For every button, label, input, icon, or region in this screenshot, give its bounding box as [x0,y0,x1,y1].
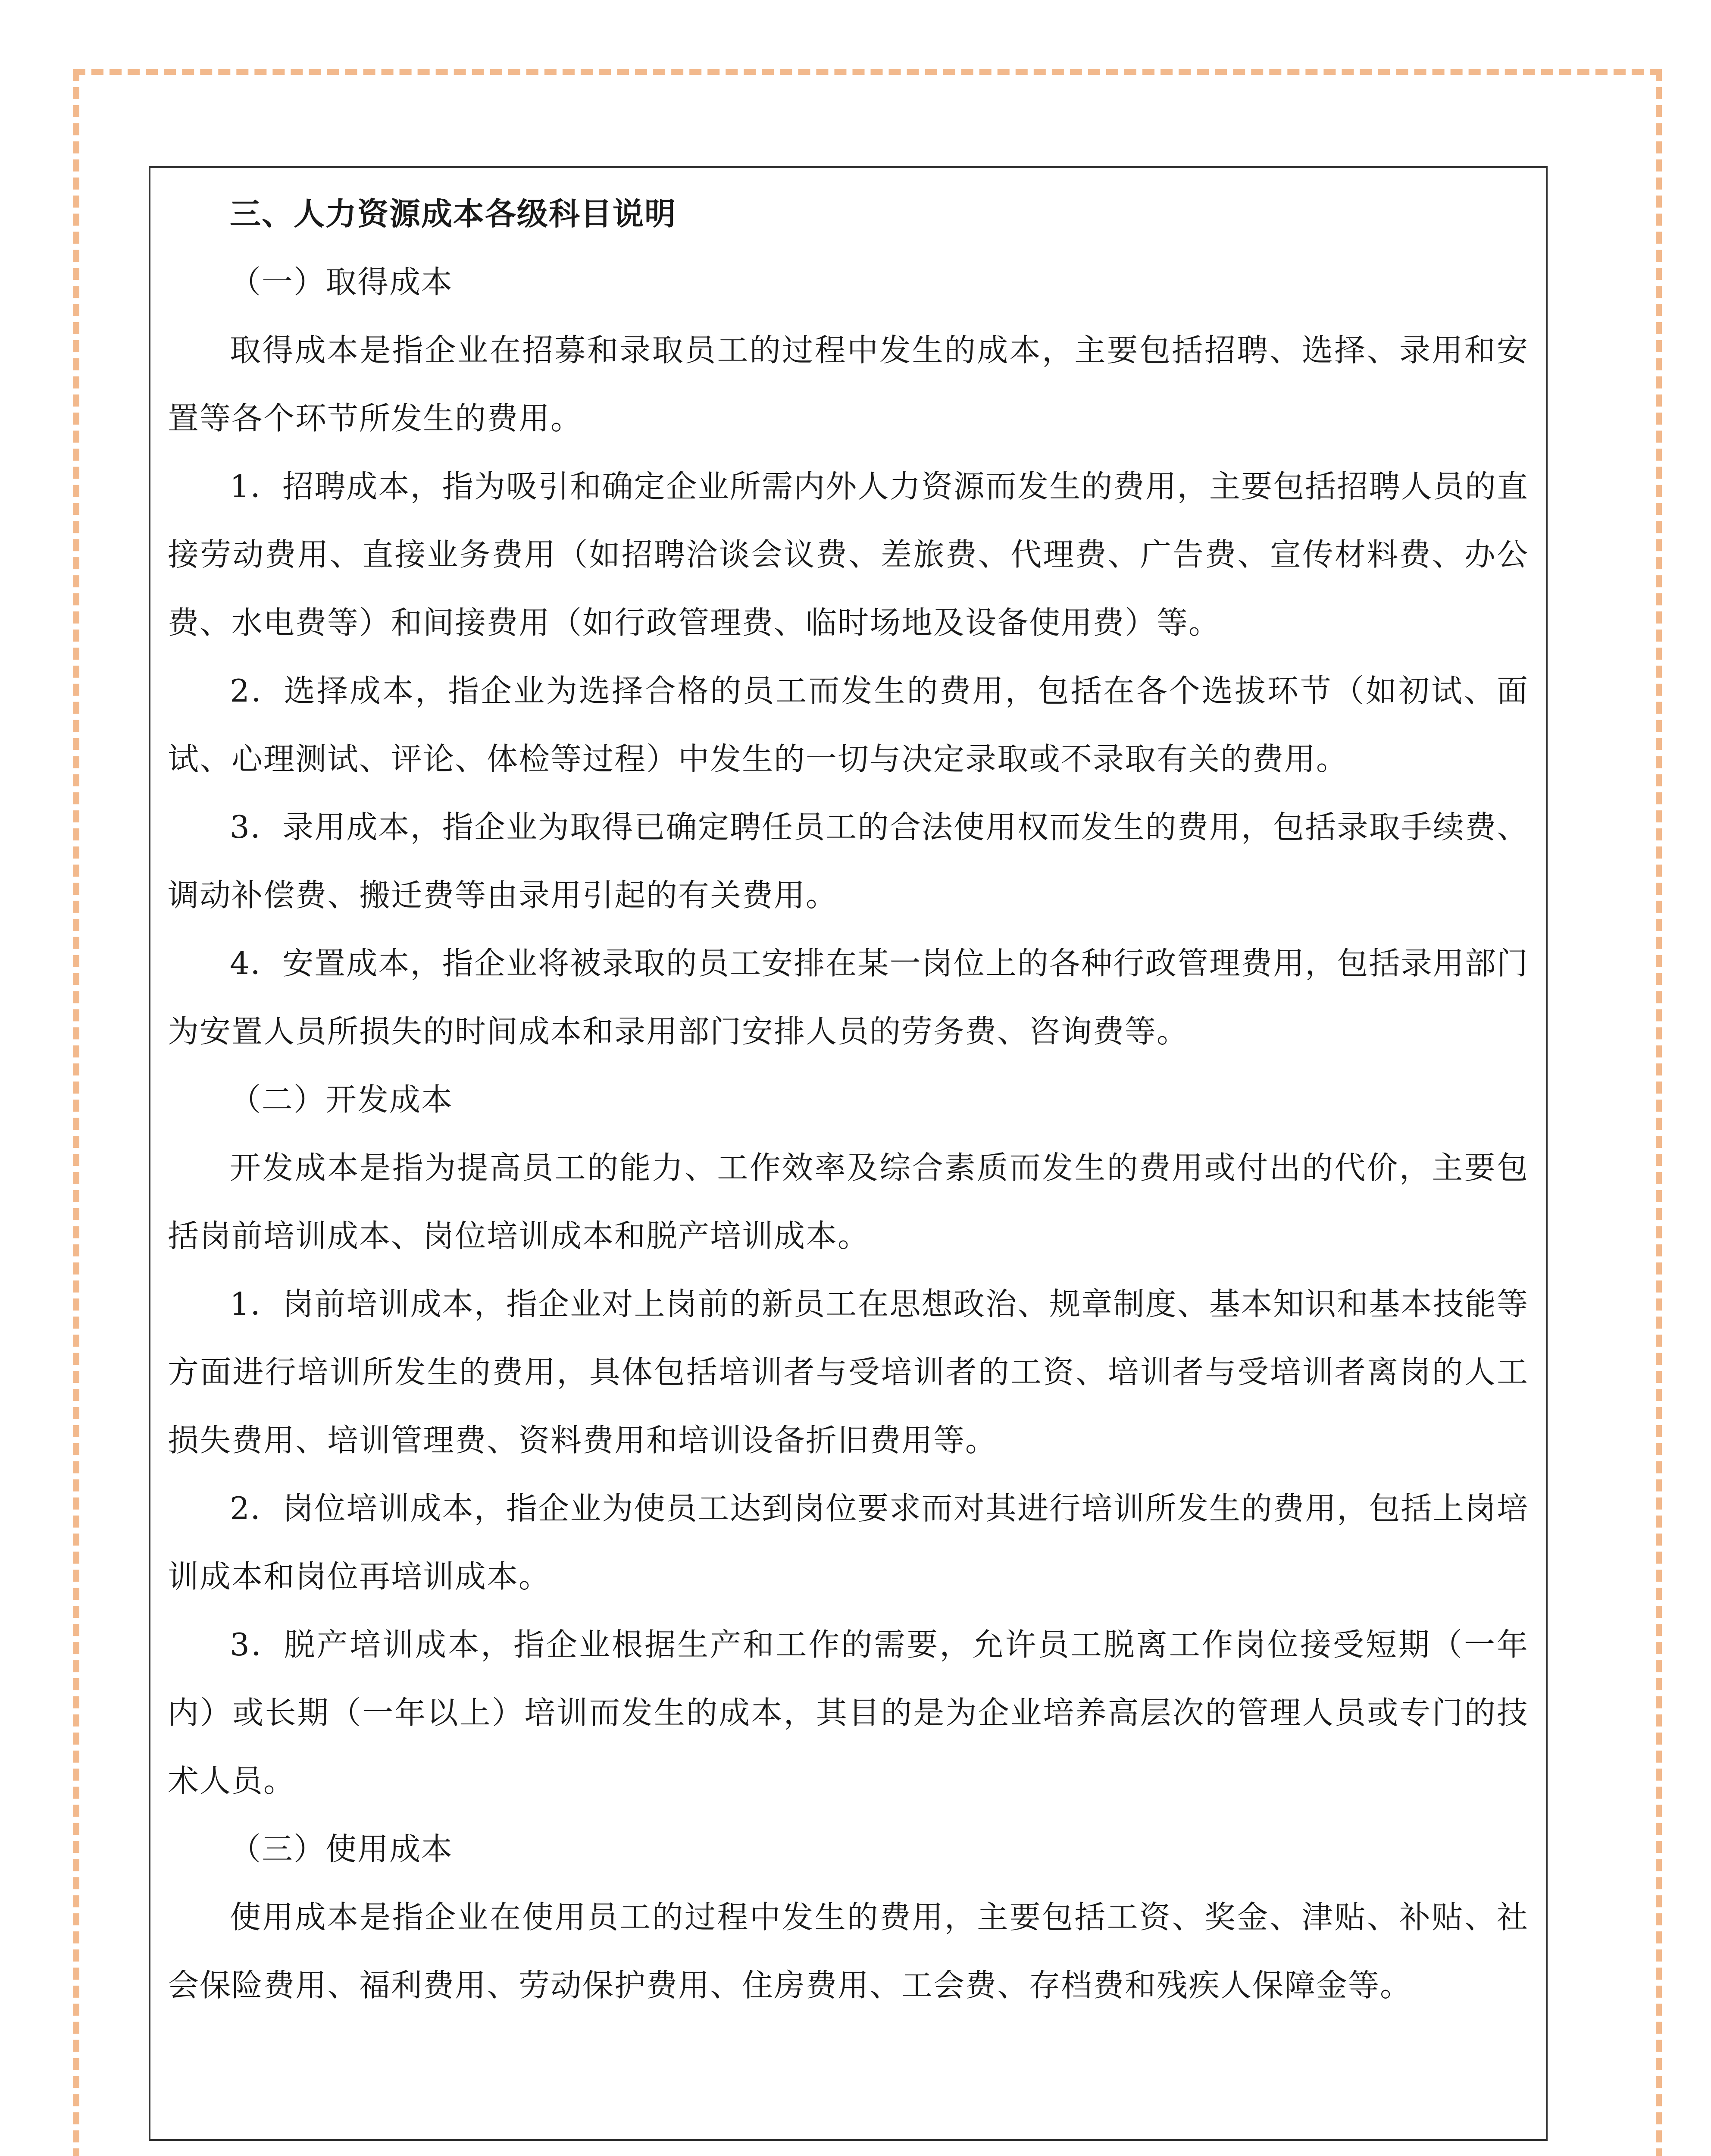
paragraph-off-job-training-cost: 3．脱产培训成本，指企业根据生产和工作的需要，允许员工脱离工作岗位接受短期（一年内）或长期（一年以上）培训而发生的成本，其目的是为企业培养高层次的管理人员或专门的技术人员。 [168,1626,1529,1799]
paragraph-usage-definition: 使用成本是指企业在使用员工的过程中发生的费用，主要包括工资、奖金、津贴、补贴、社会保险费用、福利费用、劳动保护费用、住房费用、工会费、存档费和残疾人保障金等。 [168,1899,1529,2003]
paragraph-on-job-training-cost: 2．岗位培训成本，指企业为使员工达到岗位要求而对其进行培训所发生的费用，包括上岗培训成本和岗位再培训成本。 [168,1490,1529,1595]
paragraph-pre-job-training-cost: 1．岗前培训成本，指企业对上岗前的新员工在思想政治、规章制度、基本知识和基本技能等方面进行培训所发生的费用，具体包括培训者与受培训者的工资、培训者与受培训者离岗的人工损失费用、培训管理费、资料费用和培训设备折旧费用等。 [168,1286,1529,1458]
section-heading: 三、人力资源成本各级科目说明 [230,195,677,232]
paragraph-placement-cost: 4．安置成本，指企业将被录取的员工安排在某一岗位上的各种行政管理费用，包括录用部门为安置人员所损失的时间成本和录用部门安排人员的劳务费、咨询费等。 [168,945,1529,1050]
paragraph-development-definition: 开发成本是指为提高员工的能力、工作效率及综合素质而发生的费用或付出的代价，主要包括岗前培训成本、岗位培训成本和脱产培训成本。 [168,1150,1529,1254]
subheading-acquisition-cost: （一）取得成本 [230,264,454,300]
document-box [149,166,1548,2141]
subheading-development-cost: （二）开发成本 [230,1081,454,1118]
paragraph-hiring-cost: 3．录用成本，指企业为取得已确定聘任员工的合法使用权而发生的费用，包括录取手续费、调动补偿费、搬迁费等由录用引起的有关费用。 [168,809,1529,913]
subheading-usage-cost: （三）使用成本 [230,1831,454,1867]
document-content [168,180,1529,2019]
paragraph-selection-cost: 2．选择成本，指企业为选择合格的员工而发生的费用，包括在各个选拔环节（如初试、面试、心理测试、评论、体检等过程）中发生的一切与决定录取或不录取有关的费用。 [168,673,1529,777]
paragraph-acquisition-definition: 取得成本是指企业在招募和录取员工的过程中发生的成本，主要包括招聘、选择、录用和安置等各个环节所发生的费用。 [168,332,1529,436]
paragraph-recruitment-cost: 1．招聘成本，指为吸引和确定企业所需内外人力资源而发生的费用，主要包括招聘人员的直接劳动费用、直接业务费用（如招聘洽谈会议费、差旅费、代理费、广告费、宣传材料费、办公费、水电费等）和间接费用（如行政管理费、临时场地及设备使用费）等。 [168,468,1529,641]
